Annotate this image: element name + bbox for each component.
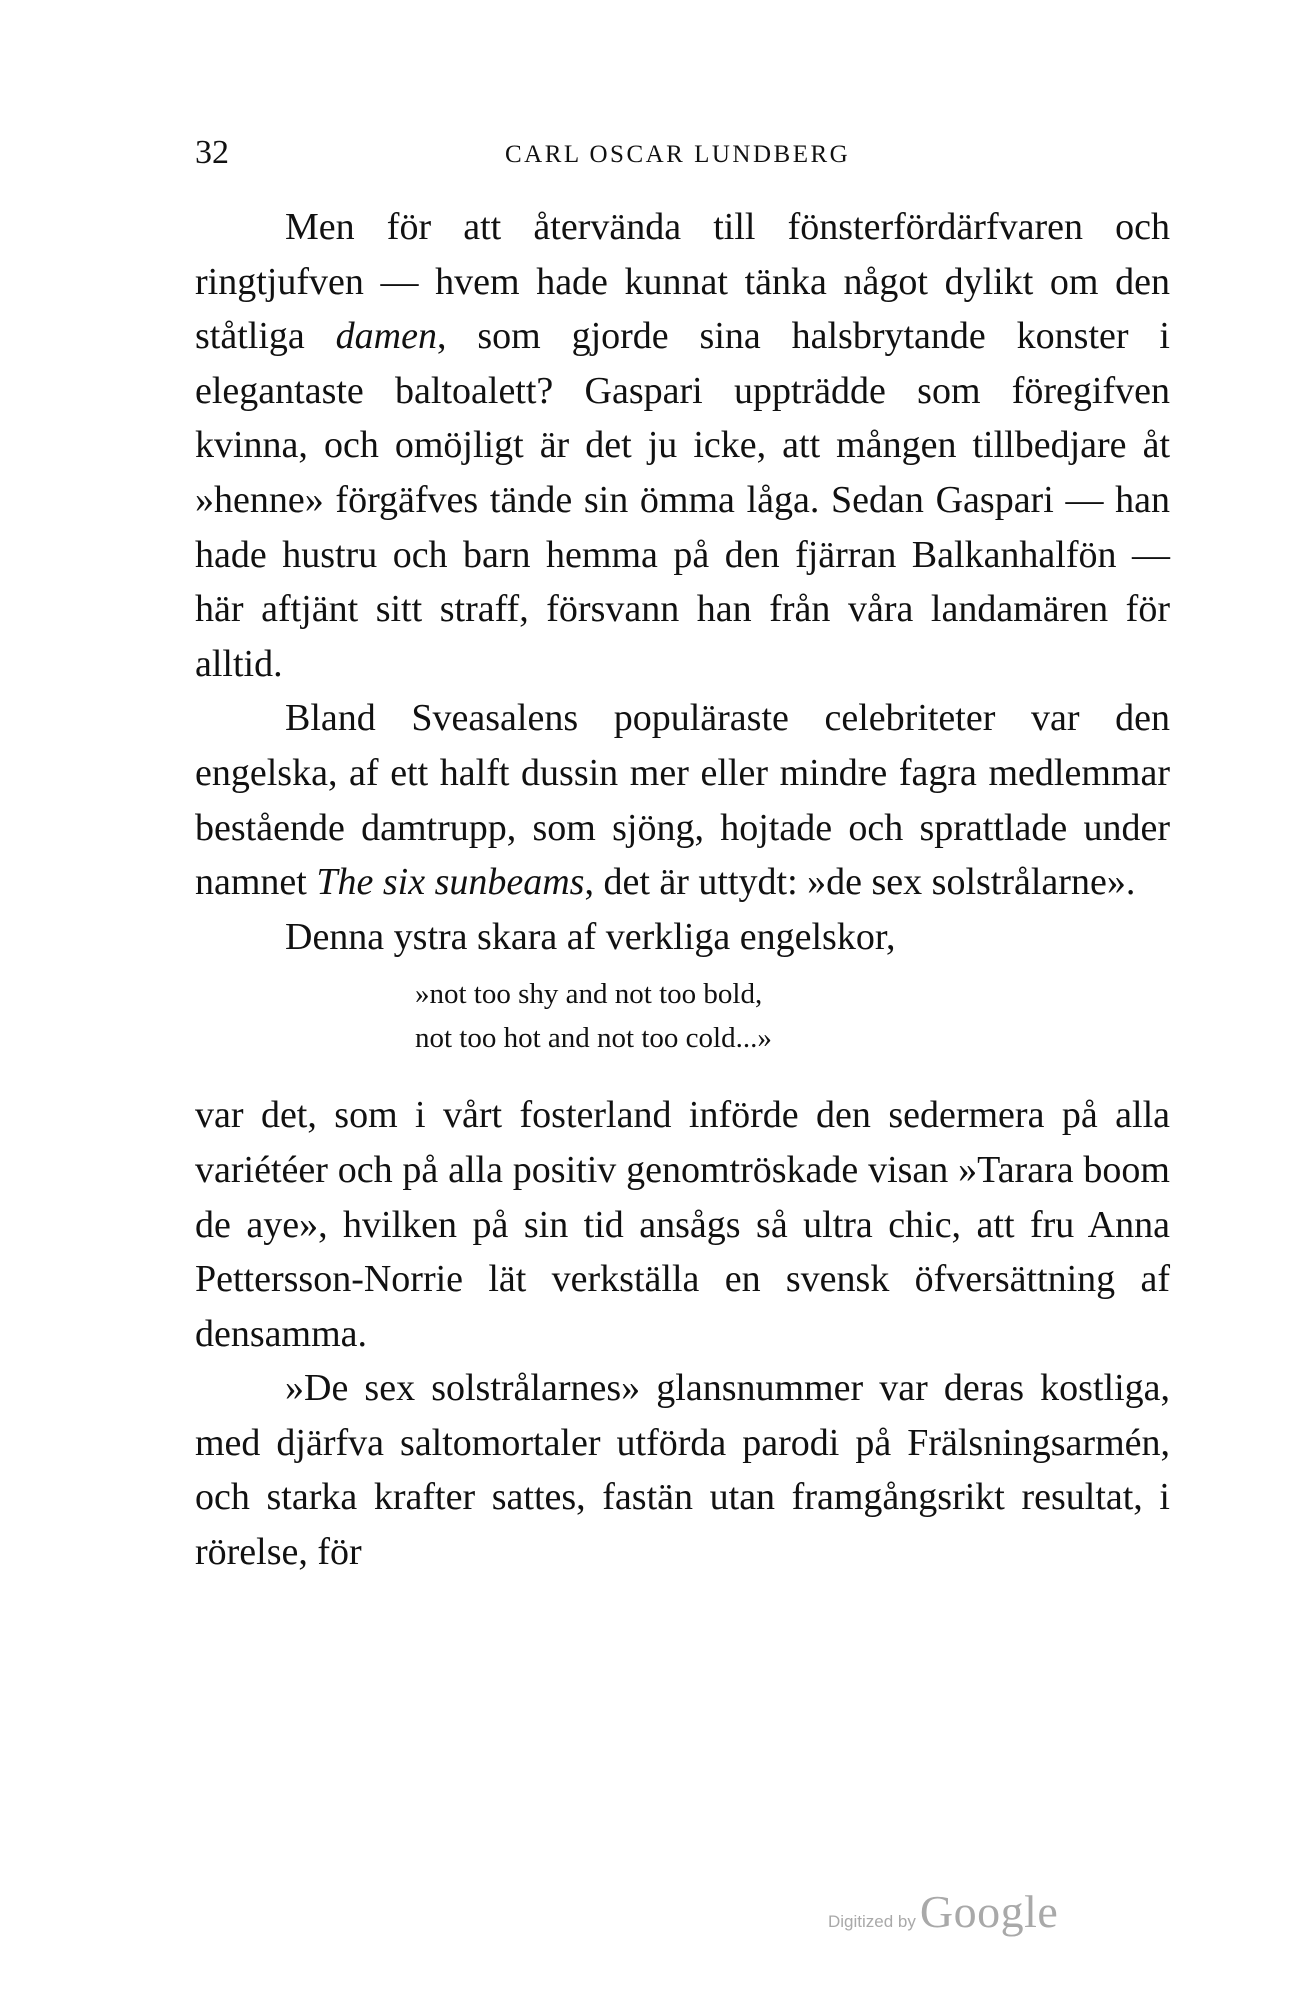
paragraph-1-text-a: Men för att återvända till fönsterfördärfvaren och ringtjufven — hvem hade kunnat tänka något dylikt om den ståtliga xyxy=(195,206,1170,358)
digitized-watermark xyxy=(828,1885,1058,1938)
paragraph-2-text-b: , det är uttydt: »de sex solstrålarne». xyxy=(584,861,1136,904)
paragraph-1 xyxy=(195,200,1170,691)
verse-line: »not too shy and not too bold, xyxy=(415,978,763,1011)
verse-line: not too hot and not too cold...» xyxy=(415,1022,772,1055)
verse-quote xyxy=(415,972,1170,1060)
paragraph-2-italic: The six sunbeams xyxy=(316,861,585,904)
paragraph-2 xyxy=(195,691,1170,909)
paragraph-1-italic: damen xyxy=(335,315,437,358)
paragraph-2-text-a: Bland Sveasalens populäraste celebriteter var den engelska, af ett halft dussin mer eller mindre fagra medlemmar bestående damtrupp, som sjöng, hojtade och sprattlade under namnet xyxy=(195,697,1170,904)
paragraph-3: Denna ystra skara af verkliga engelskor, xyxy=(285,915,896,958)
paragraph-1-text-b: , som gjorde sina halsbrytande konster i elegantaste baltoalett? Gaspari uppträdde som föregifven kvinna, och omöjligt är det ju icke, att mången tillbedjare åt »henne» förgäfves tände sin ömma låga. Sedan Gaspari — han hade hustru och barn hemma på den fjärran Balkanhalfön — här aftjänt sitt straff, försvann han från våra landamären för alltid. xyxy=(195,315,1170,685)
running-title: CARL OSCAR LUNDBERG xyxy=(505,141,851,168)
body-text xyxy=(195,200,1170,1580)
paragraph-4: var det, som i vårt fosterland införde den sedermera på alla variétéer och på alla positiv genomtröskade visan »Tarara boom de aye», hvilken på sin tid ansågs så ultra chic, att fru Anna Pettersson-Norrie lät verkställa en svensk öfversättning af densamma. xyxy=(195,1094,1170,1355)
watermark-prefix: Digitized by xyxy=(828,1912,916,1931)
paragraph-5: »De sex solstrålarnes» glansnummer var deras kostliga, med djärfva saltomortaler utförda parodi på Frälsningsarmén, och starka krafter sattes, fastän utan framgångsrikt resultat, i rörelse, för xyxy=(195,1367,1170,1574)
google-logo: Google xyxy=(919,1886,1059,1937)
page-number: 32 xyxy=(195,134,229,171)
running-head xyxy=(195,128,1170,178)
